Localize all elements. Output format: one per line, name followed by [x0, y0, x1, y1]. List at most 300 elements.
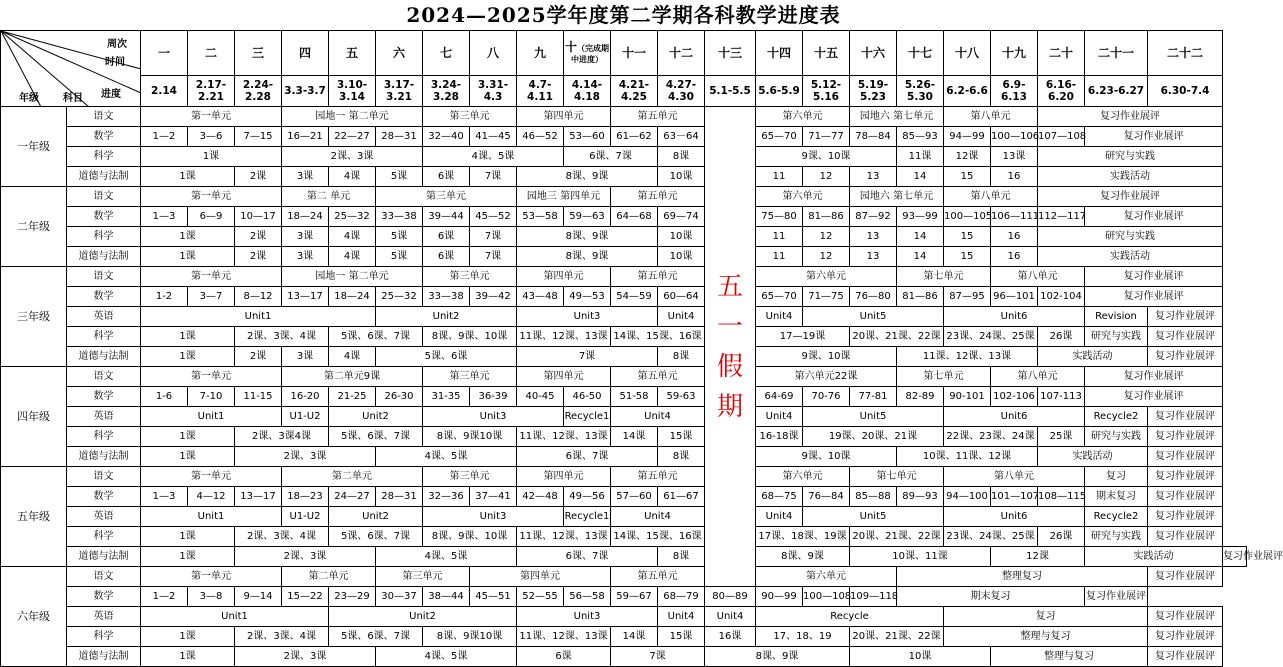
table-cell: 2课: [235, 247, 282, 267]
table-cell: 6课: [423, 167, 470, 187]
subject-label: 英语: [67, 307, 141, 327]
table-cell: 11课、12课、13课: [517, 627, 611, 647]
table-cell: 2课: [235, 227, 282, 247]
table-cell: 25课: [1038, 427, 1085, 447]
table-cell: 68—75: [756, 487, 803, 507]
subject-label: 数学: [67, 487, 141, 507]
subject-label: 科学: [67, 147, 141, 167]
corner-subject-label: 科目: [63, 93, 83, 104]
table-cell: 5课、6课、7课: [329, 427, 423, 447]
table-cell: 1课: [141, 527, 235, 547]
table-cell: 2课、3课、4课: [235, 527, 329, 547]
table-cell: Revision: [1085, 307, 1148, 327]
table-cell: 5课、6课、7课: [329, 327, 423, 347]
table-cell: 3—8: [188, 587, 235, 607]
table-row: [1, 247, 1247, 267]
table-cell: U1-U2: [282, 507, 329, 527]
week-9: 九: [517, 31, 564, 76]
week-3: 三: [235, 31, 282, 76]
week-6: 六: [376, 31, 423, 76]
table-cell: 1课: [141, 447, 235, 467]
table-cell: 4课、5课: [376, 547, 517, 567]
table-cell: U1-U2: [282, 407, 329, 427]
table-cell: 9课、10课: [756, 147, 897, 167]
week-12: 十二: [658, 31, 705, 76]
table-cell: 园地一 第二单元: [282, 107, 423, 127]
corner-week-label: 周次: [107, 39, 127, 50]
table-cell: Recycle: [756, 607, 944, 627]
table-cell: 2课、3课: [235, 447, 376, 467]
table-cell: 30—37: [376, 587, 423, 607]
table-row: [1, 147, 1247, 167]
table-cell: 复习作业展评: [1148, 467, 1223, 487]
table-cell: 13课: [991, 147, 1038, 167]
table-row: [1, 547, 1247, 567]
table-cell: 16: [991, 167, 1038, 187]
table-cell: 65—70: [756, 127, 803, 147]
table-corner: [1, 31, 141, 107]
table-cell: 实践活动: [1085, 547, 1223, 567]
date-2: 2.17-2.21: [188, 76, 235, 107]
table-cell: 13: [850, 247, 897, 267]
table-cell: 5课: [376, 167, 423, 187]
table-cell: 22—27: [329, 127, 376, 147]
table-cell: 12课: [991, 547, 1085, 567]
table-cell: 8—12: [235, 287, 282, 307]
table-cell: 1-2: [141, 287, 188, 307]
week-21: 二十一: [1085, 31, 1148, 76]
subject-label: 数学: [67, 387, 141, 407]
table-cell: 61—62: [611, 127, 658, 147]
table-cell: Unit4: [611, 407, 705, 427]
table-cell: 85—88: [850, 487, 897, 507]
subject-label: 数学: [67, 207, 141, 227]
table-cell: 10课: [850, 647, 991, 667]
table-cell: 3课: [282, 347, 329, 367]
table-cell: Unit5: [803, 507, 944, 527]
table-cell: 第四单元: [470, 567, 611, 587]
table-cell: 33—38: [423, 287, 470, 307]
table-cell: 89—93: [897, 487, 944, 507]
subject-label: 语文: [67, 567, 141, 587]
table-cell: 第五单元: [611, 107, 705, 127]
table-cell: 第三单元: [423, 107, 517, 127]
table-cell: 71—77: [803, 127, 850, 147]
table-cell: 15: [944, 247, 991, 267]
table-cell: 53—60: [564, 127, 611, 147]
table-cell: 8课、9课10课: [423, 427, 517, 447]
table-cell: 54—59: [611, 287, 658, 307]
table-cell: Unit6: [944, 307, 1085, 327]
date-10: 4.14-4.18: [564, 76, 611, 107]
table-cell: Unit2: [329, 507, 423, 527]
table-cell: 13—17: [282, 287, 329, 307]
table-cell: 76—84: [803, 487, 850, 507]
table-cell: 整理与复习: [944, 627, 1148, 647]
table-cell: 3课: [282, 247, 329, 267]
date-11: 4.21-4.25: [611, 76, 658, 107]
table-cell: 14课: [611, 427, 658, 447]
table-cell: 复习作业展评: [1223, 547, 1247, 567]
table-row: [1, 347, 1247, 367]
table-cell: 1—3: [141, 487, 188, 507]
table-cell: 16-20: [282, 387, 329, 407]
table-cell: 第一单元: [141, 187, 282, 207]
table-cell: 16课: [705, 627, 756, 647]
table-cell: 第三单元: [423, 467, 517, 487]
table-cell: 第四单元: [517, 367, 611, 387]
table-cell: 109—118: [850, 587, 897, 607]
date-4: 3.3-3.7: [282, 76, 329, 107]
table-cell: 23课、24课、25课: [944, 327, 1038, 347]
table-cell: 15课: [658, 627, 705, 647]
table-cell: 6课、7课: [517, 547, 658, 567]
table-cell: 6课: [423, 247, 470, 267]
table-cell: 复习作业展评: [1148, 487, 1223, 507]
table-cell: 5课: [376, 227, 423, 247]
grade-1-label: 一年级: [1, 107, 67, 187]
table-row: [1, 487, 1247, 507]
table-cell: 4课: [329, 227, 376, 247]
table-cell: 18—23: [282, 487, 329, 507]
table-cell: Unit1: [141, 407, 282, 427]
date-19: 6.9-6.13: [991, 76, 1038, 107]
subject-label: 道德与法制: [67, 247, 141, 267]
table-cell: 复习: [944, 607, 1148, 627]
table-cell: 9课、10课: [756, 347, 897, 367]
subject-label: 英语: [67, 507, 141, 527]
week-header-row: [1, 31, 1247, 76]
table-cell: 93—99: [897, 207, 944, 227]
table-cell: 49—56: [564, 487, 611, 507]
table-cell: 园地一 第二单元: [282, 267, 423, 287]
table-cell: 16: [991, 247, 1038, 267]
date-20: 6.16-6.20: [1038, 76, 1085, 107]
table-cell: 70-76: [803, 387, 850, 407]
table-cell: 复习作业展评: [1085, 367, 1223, 387]
table-cell: 第五单元: [611, 267, 705, 287]
table-cell: 12: [803, 247, 850, 267]
table-cell: 87—92: [850, 207, 897, 227]
table-cell: 7—15: [235, 127, 282, 147]
table-cell: 90—99: [756, 587, 803, 607]
subject-label: 道德与法制: [67, 547, 141, 567]
table-cell: 期末复习: [897, 587, 1085, 607]
date-1: 2.14: [141, 76, 188, 107]
table-cell: 8课: [658, 347, 705, 367]
table-cell: 8课、9课: [517, 227, 658, 247]
table-row: [1, 107, 1247, 127]
table-cell: 8课、9课、10课: [423, 327, 517, 347]
table-cell: Unit2: [329, 407, 423, 427]
table-cell: 108—115: [1038, 487, 1085, 507]
table-cell: 第一单元: [141, 107, 282, 127]
table-cell: 第三单元: [376, 187, 517, 207]
date-21: 6.23-6.27: [1085, 76, 1148, 107]
table-cell: 12: [803, 167, 850, 187]
week-22: 二十二: [1148, 31, 1223, 76]
table-cell: 19课、20课、21课: [803, 427, 944, 447]
table-cell: Recycle1: [564, 507, 611, 527]
table-cell: 21-25: [329, 387, 376, 407]
week-4: 四: [282, 31, 329, 76]
table-cell: 第八单元: [991, 267, 1085, 287]
table-cell: 49—53: [564, 287, 611, 307]
table-cell: 复习作业展评: [1085, 267, 1223, 287]
table-cell: 复习: [1085, 467, 1148, 487]
week-1: 一: [141, 31, 188, 76]
table-cell: 期末复习: [1085, 487, 1148, 507]
schedule-table: [0, 30, 1283, 667]
table-cell: 101—107: [991, 487, 1038, 507]
table-cell: 研究与实践: [1085, 427, 1148, 447]
table-cell: 18—24: [282, 207, 329, 227]
table-cell: Unit1: [141, 307, 376, 327]
table-cell: 32—36: [423, 487, 470, 507]
table-cell: 71—75: [803, 287, 850, 307]
table-cell: Unit1: [141, 507, 282, 527]
table-cell: 24—27: [329, 487, 376, 507]
table-cell: 11: [756, 167, 803, 187]
table-cell: 1课: [141, 627, 235, 647]
table-cell: 9课、10课: [756, 447, 897, 467]
table-cell: Unit3: [517, 607, 658, 627]
table-row: [1, 227, 1247, 247]
subject-label: 科学: [67, 427, 141, 447]
table-cell: 10课、11课、12课: [897, 447, 1038, 467]
table-cell: 4—12: [188, 487, 235, 507]
table-cell: Unit3: [423, 407, 564, 427]
date-17: 5.26-5.30: [897, 76, 944, 107]
table-cell: 第一单元: [141, 367, 282, 387]
table-cell: 7-10: [188, 387, 235, 407]
table-cell: 第六单元: [756, 567, 897, 587]
table-cell: 100—108: [803, 587, 850, 607]
table-cell: 第八单元: [944, 467, 1085, 487]
week-7: 七: [423, 31, 470, 76]
table-cell: 第五单元: [611, 467, 705, 487]
table-cell: 36-39: [470, 387, 517, 407]
subject-label: 数学: [67, 587, 141, 607]
subject-label: 语文: [67, 187, 141, 207]
week-17: 十七: [897, 31, 944, 76]
table-cell: 45—51: [470, 587, 517, 607]
table-cell: 23课、24课、25课: [944, 527, 1038, 547]
table-cell: 11课、12课、13课: [517, 427, 611, 447]
table-cell: 32—40: [423, 127, 470, 147]
table-row: [1, 527, 1247, 547]
table-cell: 整理复习: [897, 567, 1148, 587]
table-cell: 复习作业展评: [1085, 587, 1148, 607]
table-cell: 复习作业展评: [1085, 127, 1223, 147]
table-cell: 1课: [141, 327, 235, 347]
table-cell: 13: [850, 227, 897, 247]
table-cell: 第一单元: [141, 267, 282, 287]
table-cell: 7课: [611, 647, 705, 667]
subject-label: 科学: [67, 527, 141, 547]
grade-4-label: 四年级: [1, 367, 67, 467]
table-cell: 8课、9课10课: [423, 627, 517, 647]
table-cell: 2课、3课、4课: [235, 327, 329, 347]
table-cell: 28—31: [376, 127, 423, 147]
table-cell: 12: [803, 227, 850, 247]
table-cell: 43—48: [517, 287, 564, 307]
table-cell: Unit2: [329, 607, 517, 627]
table-cell: 8课、9课、10课: [423, 527, 517, 547]
subject-label: 科学: [67, 627, 141, 647]
table-cell: 94—100: [944, 487, 991, 507]
table-cell: 第六单元: [756, 267, 897, 287]
table-cell: 112—117: [1038, 207, 1085, 227]
table-cell: 复习作业展评: [1148, 627, 1223, 647]
table-cell: 28—31: [376, 487, 423, 507]
week-20: 二十: [1038, 31, 1085, 76]
table-cell: 33—38: [376, 207, 423, 227]
subject-label: 语文: [67, 467, 141, 487]
table-cell: 13: [850, 167, 897, 187]
subject-label: 道德与法制: [67, 647, 141, 667]
table-row: [1, 207, 1247, 227]
table-cell: Recycle2: [1085, 407, 1148, 427]
table-cell: 13—17: [235, 487, 282, 507]
table-cell: 第七单元: [897, 367, 991, 387]
week-10-note: （完成期中进度）: [571, 44, 609, 64]
table-cell: 106—111: [991, 207, 1038, 227]
table-cell: 81—86: [803, 207, 850, 227]
table-cell: 第二单元9课: [282, 367, 423, 387]
subject-label: 道德与法制: [67, 447, 141, 467]
table-cell: 第二单元: [282, 567, 376, 587]
table-cell: 6课: [517, 647, 611, 667]
table-cell: Unit4: [658, 307, 705, 327]
table-cell: 52—55: [517, 587, 564, 607]
date-9: 4.7-4.11: [517, 76, 564, 107]
table-row: [1, 387, 1247, 407]
corner-grade-label: 年级: [19, 93, 39, 104]
table-cell: 4课、5课: [423, 147, 564, 167]
table-cell: 1课: [141, 247, 235, 267]
grade-2-label: 二年级: [1, 187, 67, 267]
table-cell: 1—2: [141, 587, 188, 607]
table-cell: 68—79: [658, 587, 705, 607]
table-cell: 研究与实践: [1038, 147, 1223, 167]
subject-label: 数学: [67, 127, 141, 147]
subject-label: 语文: [67, 267, 141, 287]
table-cell: 10课、11课: [850, 547, 991, 567]
table-cell: Unit3: [423, 507, 564, 527]
table-row: [1, 167, 1247, 187]
table-row: [1, 187, 1247, 207]
table-cell: 2课: [235, 347, 282, 367]
table-cell: Unit2: [376, 307, 517, 327]
table-row: [1, 507, 1247, 527]
table-cell: 5课、6课: [376, 347, 517, 367]
table-cell: 107-113: [1038, 387, 1085, 407]
table-cell: 15: [944, 167, 991, 187]
table-cell: 第七单元: [897, 267, 991, 287]
table-cell: 59—63: [564, 207, 611, 227]
table-cell: 复习作业展评: [1148, 607, 1223, 627]
table-cell: Recycle2: [1085, 507, 1148, 527]
table-cell: 53—58: [517, 207, 564, 227]
table-cell: 第六单元: [756, 187, 850, 207]
date-14: 5.6-5.9: [756, 76, 803, 107]
table-cell: 复习作业展评: [1085, 287, 1223, 307]
table-cell: 第一单元: [141, 567, 282, 587]
table-cell: 20课、21课、22课: [850, 627, 944, 647]
date-6: 3.17-3.21: [376, 76, 423, 107]
date-3: 2.24-2.28: [235, 76, 282, 107]
table-cell: 37—41: [470, 487, 517, 507]
table-cell: 第五单元: [611, 567, 705, 587]
table-cell: 2课、3课、4课: [235, 627, 329, 647]
table-cell: 复习作业展评: [1148, 407, 1223, 427]
table-cell: 11课、12课、13课: [517, 327, 611, 347]
table-cell: 实践活动: [1038, 447, 1148, 467]
table-cell: 39—42: [470, 287, 517, 307]
table-cell: 6课、7课: [564, 147, 658, 167]
table-cell: 第一单元: [141, 467, 282, 487]
table-cell: 81—86: [897, 287, 944, 307]
table-cell: 1课: [141, 427, 235, 447]
table-cell: 69—74: [658, 207, 705, 227]
table-row: [1, 587, 1247, 607]
table-cell: 第七单元: [850, 467, 944, 487]
table-cell: 20课、21课、22课: [850, 327, 944, 347]
table-cell: 实践活动: [1038, 167, 1223, 187]
table-cell: Unit6: [944, 407, 1085, 427]
table-cell: 90-101: [944, 387, 991, 407]
table-cell: 2课、3课4课: [235, 427, 329, 447]
table-cell: 1课: [141, 147, 282, 167]
week-8: 八: [470, 31, 517, 76]
table-cell: 15—22: [282, 587, 329, 607]
table-cell: 复习作业展评: [1148, 507, 1223, 527]
table-cell: 复习作业展评: [1148, 447, 1223, 467]
table-cell: Unit1: [141, 607, 329, 627]
table-cell: 第三单元: [423, 367, 517, 387]
table-cell: 复习作业展评: [1085, 207, 1223, 227]
table-cell: 复习作业展评: [1148, 527, 1223, 547]
table-cell: 1课: [141, 347, 235, 367]
table-cell: 8课、9课: [705, 647, 850, 667]
table-cell: Unit4: [756, 407, 803, 427]
table-cell: 实践活动: [1038, 347, 1148, 367]
table-cell: 复习作业展评: [1148, 647, 1223, 667]
table-cell: 园地六 第七单元: [850, 187, 944, 207]
table-cell: 1—2: [141, 127, 188, 147]
table-cell: 25—32: [376, 287, 423, 307]
table-cell: 4课: [329, 247, 376, 267]
table-cell: 研究与实践: [1038, 227, 1223, 247]
week-11: 十一: [611, 31, 658, 76]
table-cell: 2课、3课: [235, 647, 376, 667]
week-13: 十三: [705, 31, 756, 76]
table-cell: 75—80: [756, 207, 803, 227]
table-cell: 实践活动: [1038, 247, 1223, 267]
table-cell: 第六单元: [756, 107, 850, 127]
table-cell: 5课、6课、7课: [329, 627, 423, 647]
subject-label: 道德与法制: [67, 347, 141, 367]
grade-6-label: 六年级: [1, 567, 67, 667]
table-cell: 16—21: [282, 127, 329, 147]
table-cell: 26课: [1038, 327, 1085, 347]
table-cell: 100—106: [991, 127, 1038, 147]
table-cell: 14课: [611, 627, 658, 647]
subject-label: 英语: [67, 607, 141, 627]
table-cell: Unit6: [944, 507, 1085, 527]
table-cell: 100—105: [944, 207, 991, 227]
